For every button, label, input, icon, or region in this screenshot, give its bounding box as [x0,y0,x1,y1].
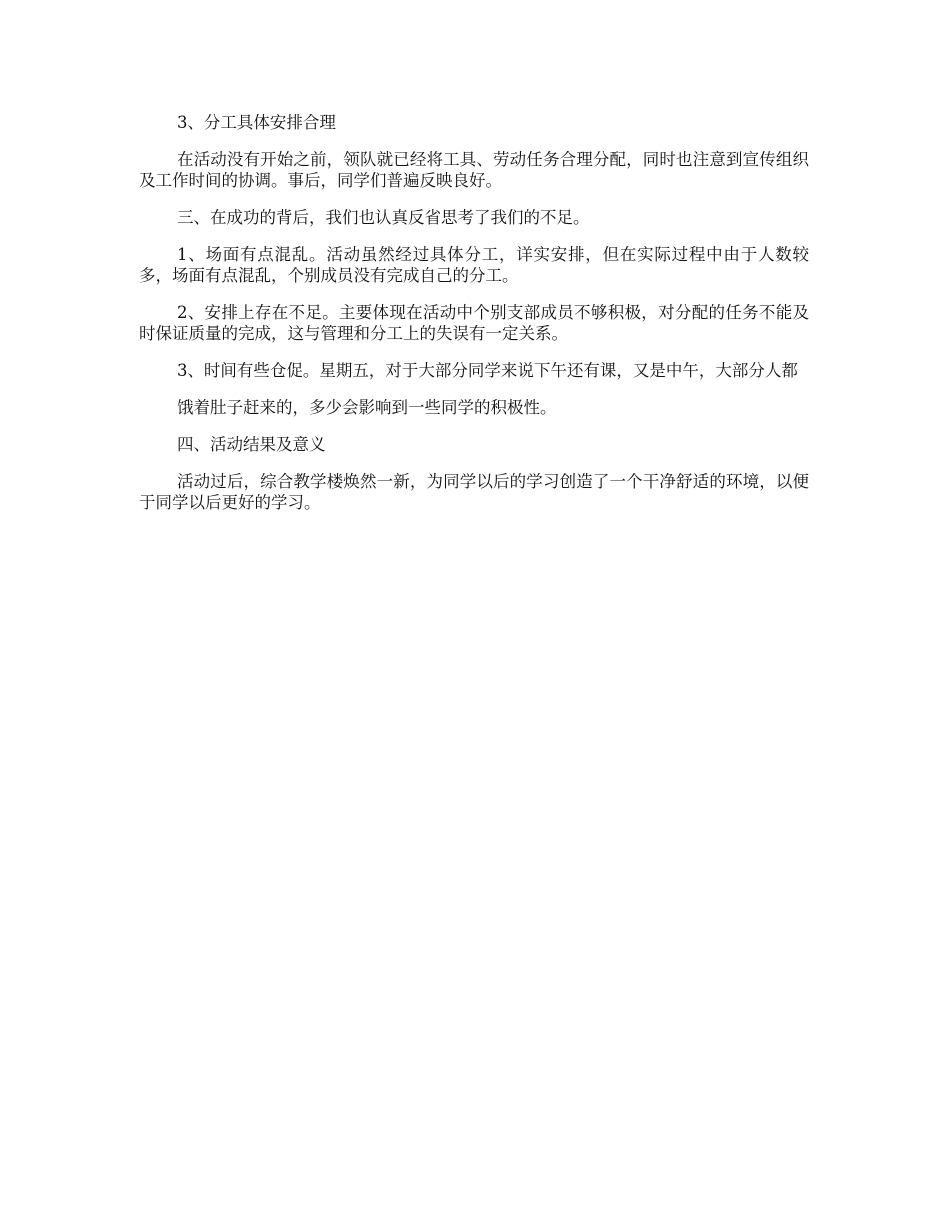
paragraph-task-allocation: 在活动没有开始之前，领队就已经将工具、劳动任务合理分配，同时也注意到宣传组织及工作时间的协调。事后，同学们普遍反映良好。 [139,150,809,190]
document-body [139,112,809,529]
paragraph-results: 活动过后，综合教学楼焕然一新，为同学以后的学习创造了一个干净舒适的环境，以便于同学以后更好的学习。 [139,472,809,512]
paragraph-shortcoming-2: 2、安排上存在不足。主要体现在活动中个别支部成员不够积极，对分配的任务不能及时保证质量的完成，这与管理和分工上的失误有一定关系。 [139,303,809,343]
section-heading-shortcomings: 三、在成功的背后，我们也认真反省思考了我们的不足。 [176,208,590,227]
paragraph-shortcoming-3-continued: 饿着肚子赶来的，多少会影响到一些同学的积极性。 [176,398,557,417]
section-heading-results: 四、活动结果及意义 [176,435,326,454]
paragraph-shortcoming-1: 1、场面有点混乱。活动虽然经过具体分工，详实安排，但在实际过程中由于人数较多，场面有点混乱，个别成员没有完成自己的分工。 [139,245,809,285]
paragraph-shortcoming-3: 3、时间有些仓促。星期五，对于大部分同学来说下午还有课，又是中午，大部分人都 [176,361,798,380]
subheading-division-of-labor: 3、分工具体安排合理 [176,113,336,132]
